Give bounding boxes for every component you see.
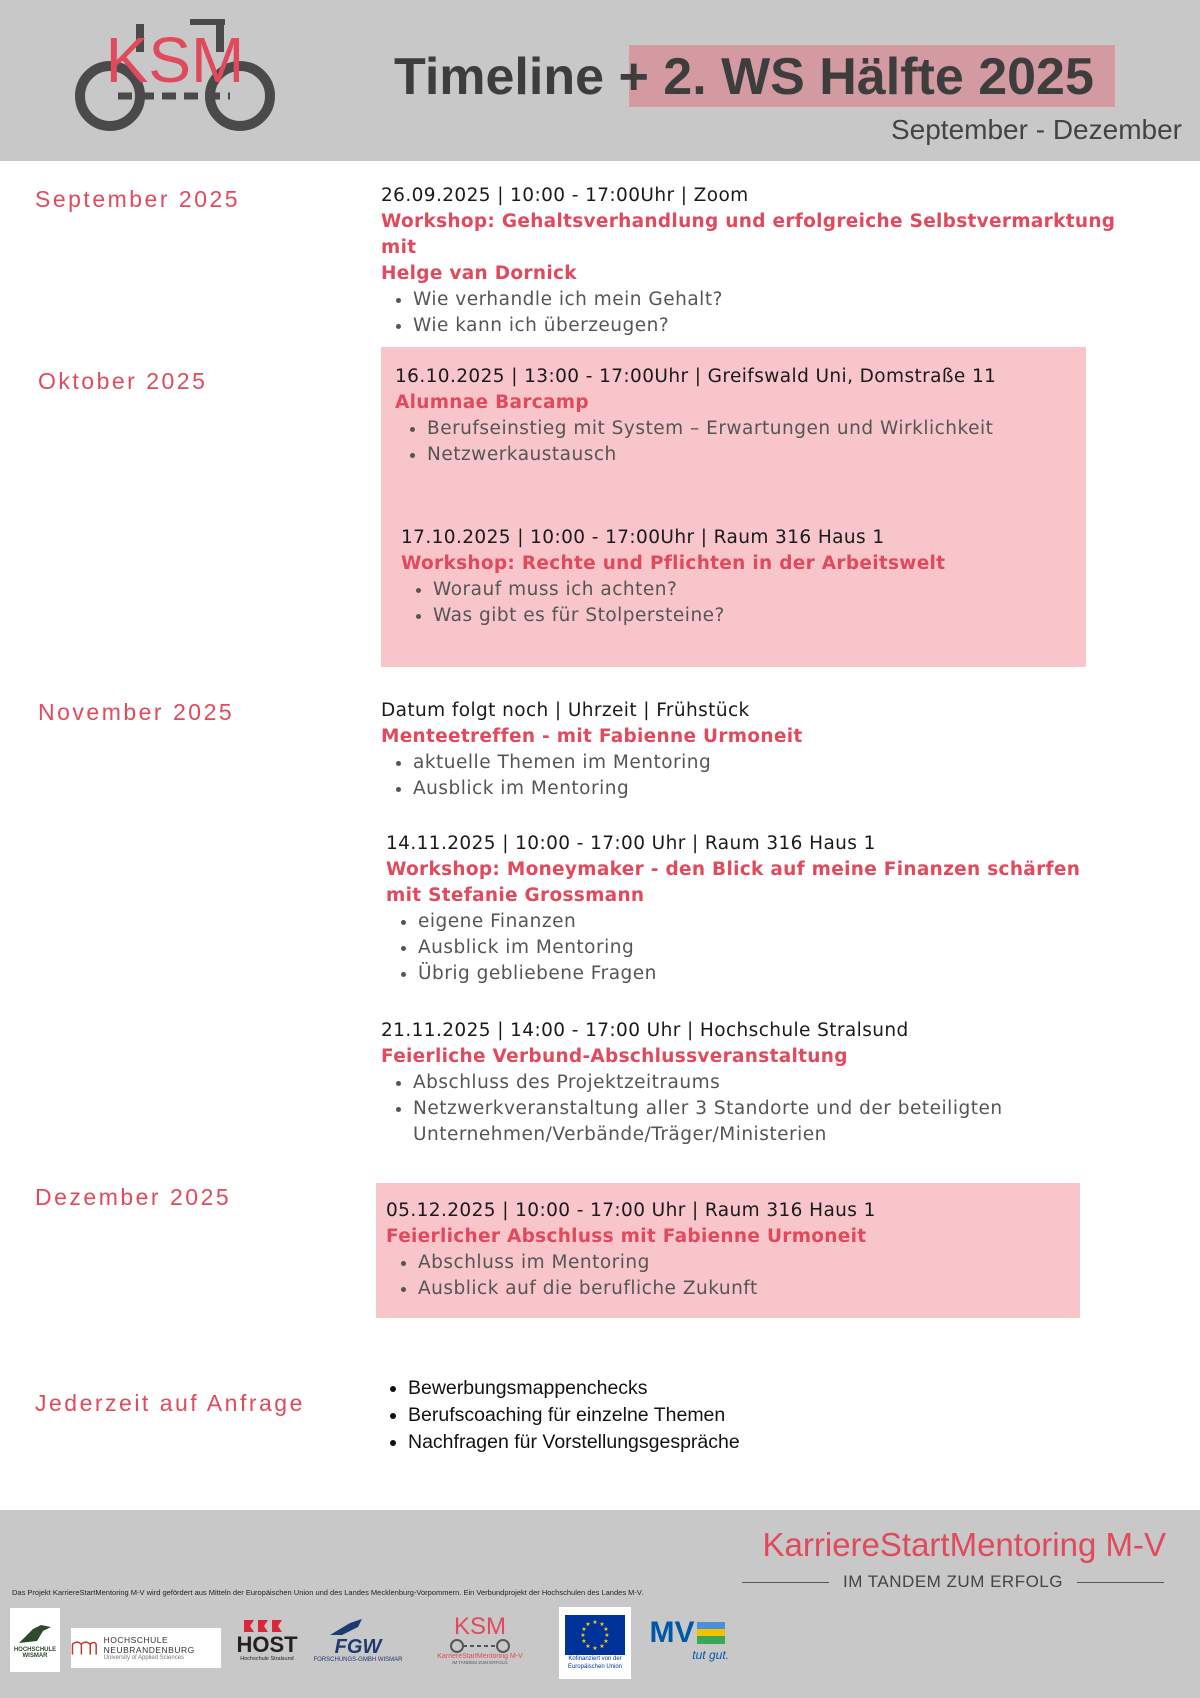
fgw-logo: [313, 1608, 403, 1672]
event-bullets: [381, 750, 1141, 802]
page-subtitle: September - Dezember: [890, 114, 1182, 145]
bullet-item: • Nachfragen für Vorstellungsgespräche: [408, 1429, 740, 1456]
building-icon: [71, 1637, 98, 1659]
divider: [742, 1582, 829, 1583]
mv-tut-gut-logo: [645, 1608, 729, 1672]
event-bullets: [395, 416, 1075, 468]
month-label-anytime: Jederzeit auf Anfrage: [35, 1390, 305, 1416]
event-date: 05.12.2025 | 10:00 - 17:00 Uhr | Raum 316 Haus 1: [386, 1200, 876, 1221]
brand-name: KarriereStartMentoring M-V: [762, 1526, 1166, 1563]
event-date: Datum folgt noch | Uhrzeit | Frühstück: [381, 700, 750, 721]
host-logo: [234, 1608, 300, 1672]
month-label-november: November 2025: [38, 699, 235, 725]
bullet-item: • Übrig gebliebene Fragen: [418, 961, 1146, 987]
event-title: Alumnae Barcamp: [395, 392, 589, 413]
event-title: mit Stefanie Grossmann: [386, 885, 645, 906]
event-bullets: [401, 577, 1081, 629]
event-1610: [395, 364, 1075, 468]
event-title: Workshop: Moneymaker - den Blick auf meine Finanzen schärfen: [386, 859, 1081, 880]
svg-text:★: ★: [585, 1643, 591, 1650]
logo-subtext: IM TANDEM ZUM ERFOLG: [452, 1660, 508, 1665]
bullet-item: • Was gibt es für Stolpersteine?: [433, 603, 1081, 629]
svg-text:★: ★: [603, 1638, 609, 1645]
logo-subtext: FORSCHUNGS-GMBH WISMAR: [313, 1657, 403, 1663]
event-bullets: [386, 909, 1146, 987]
bullet-item: • Ausblick im Mentoring: [418, 935, 1146, 961]
svg-text:★: ★: [603, 1626, 609, 1633]
logo-text: KSM: [453, 1613, 506, 1640]
bullet-item: • Ausblick im Mentoring: [413, 776, 1141, 802]
month-label-oktober: Oktober 2025: [38, 368, 208, 394]
svg-text:★: ★: [585, 1621, 591, 1628]
month-label-dezember: Dezember 2025: [35, 1184, 232, 1210]
event-2111: [381, 1018, 1021, 1148]
svg-text:★: ★: [581, 1626, 587, 1633]
event-title: Menteetreffen - mit Fabienne Urmoneit: [381, 726, 803, 747]
event-title: Helge van Dornick: [381, 263, 577, 284]
ksm-small-logo: [418, 1608, 542, 1672]
bullet-item: • Berufscoaching für einzelne Themen: [408, 1402, 740, 1429]
bicycle-icon: [445, 1639, 515, 1653]
logo-subtext: University of Applied Sciences: [103, 1655, 185, 1661]
logo-text: HOCHSCHULE WISMAR: [13, 1647, 57, 1659]
event-2609: [381, 183, 1141, 339]
event-bullets: [381, 1070, 1021, 1148]
bullet-item: • Wie verhandle ich mein Gehalt?: [413, 287, 1141, 313]
event-date: 14.11.2025 | 10:00 - 17:00 Uhr | Raum 316 Haus 1: [386, 833, 876, 854]
bullet-item: • Wie kann ich überzeugen?: [413, 313, 1141, 339]
bullet-item: • eigene Finanzen: [418, 909, 1146, 935]
hs-neubrandenburg-logo: [71, 1628, 221, 1668]
event-bullets: [381, 287, 1141, 339]
logo-text: HOCHSCHULE NEUBRANDENBURG: [103, 1635, 195, 1655]
event-0512: [386, 1198, 1066, 1302]
svg-text:★: ★: [599, 1621, 605, 1628]
event-title: Workshop: Rechte und Pflichten in der Arbeitswelt: [401, 553, 946, 574]
event-1411: [386, 831, 1146, 987]
bullet-item: • Abschluss im Mentoring: [418, 1250, 1066, 1276]
svg-text:★: ★: [580, 1632, 586, 1639]
bullet-item: • Ausblick auf die berufliche Zukunft: [418, 1276, 1066, 1302]
bullet-item: • Worauf muss ich achten?: [433, 577, 1081, 603]
anytime-list: [390, 1375, 740, 1456]
funding-note: Das Projekt KarriereStartMentoring M-V wird gefördert aus Mitteln der Europäischen Union und des Landes Mecklenburg-Vorpommern. Ein Verbundprojekt der Hochschulen des Landes M-V.: [12, 1588, 644, 1597]
event-date: 17.10.2025 | 10:00 - 17:00Uhr | Raum 316 Haus 1: [401, 527, 885, 548]
bullet-item: • Netzwerkveranstaltung aller 3 Standorte und der beteiligten Unternehmen/Verbände/Träger/Ministerien: [413, 1096, 1021, 1148]
hs-wismar-logo: [10, 1608, 60, 1672]
logo-subtext: Hochschule Stralsund: [240, 1656, 294, 1662]
svg-text:★: ★: [592, 1645, 598, 1652]
month-label-september: September 2025: [35, 186, 241, 212]
event-1710: [401, 525, 1081, 629]
event-date: 26.09.2025 | 10:00 - 17:00Uhr | Zoom: [381, 185, 749, 206]
event-date: 21.11.2025 | 14:00 - 17:00 Uhr | Hochschule Stralsund: [381, 1020, 909, 1041]
eu-flag-icon: [565, 1615, 625, 1655]
eu-logo: [559, 1607, 631, 1679]
logo-text: FGW: [334, 1636, 382, 1658]
svg-text:★: ★: [592, 1619, 598, 1626]
bird-icon: [15, 1621, 55, 1647]
divider: [1077, 1582, 1164, 1583]
tagline-text: IM TANDEM ZUM ERFOLG: [843, 1572, 1063, 1591]
ksm-logo: [70, 18, 280, 142]
bullet-item: • Abschluss des Projektzeitraums: [413, 1070, 1021, 1096]
logo-text: MV: [649, 1616, 695, 1649]
event-title: Feierliche Verbund-Abschlussveranstaltung: [381, 1046, 848, 1067]
bird-icon: [328, 1617, 388, 1637]
logo-text: HOST: [236, 1632, 298, 1657]
bullet-item: • aktuelle Themen im Mentoring: [413, 750, 1141, 776]
bullet-item: • Netzwerkaustausch: [427, 442, 1075, 468]
page-title: Timeline + 2. WS Hälfte 2025: [394, 48, 1094, 106]
logo-subtext: KarriereStartMentoring M-V: [437, 1653, 523, 1660]
event-title: Workshop: Gehaltsverhandlung und erfolgreiche Selbstvermarktung mit: [381, 211, 1116, 258]
logo-subtext: Kofinanziert von der Europäischen Union: [567, 1656, 623, 1670]
bullet-item: • Berufseinstieg mit System – Erwartungen und Wirklichkeit: [427, 416, 1075, 442]
bullet-item: • Bewerbungsmappenchecks: [408, 1375, 740, 1402]
svg-text:★: ★: [604, 1632, 610, 1639]
tagline: [742, 1572, 1164, 1592]
svg-text:★: ★: [599, 1643, 605, 1650]
logo-subtext: tut gut.: [692, 1648, 729, 1662]
svg-text:★: ★: [581, 1638, 587, 1645]
event-bullets: [386, 1250, 1066, 1302]
event-title: Feierlicher Abschluss mit Fabienne Urmoneit: [386, 1226, 867, 1247]
event-menteetreffen: [381, 698, 1141, 802]
logo-text: KSM: [105, 24, 245, 96]
landscape-icon: [697, 1622, 725, 1644]
event-date: 16.10.2025 | 13:00 - 17:00Uhr | Greifswald Uni, Domstraße 11: [395, 366, 997, 387]
